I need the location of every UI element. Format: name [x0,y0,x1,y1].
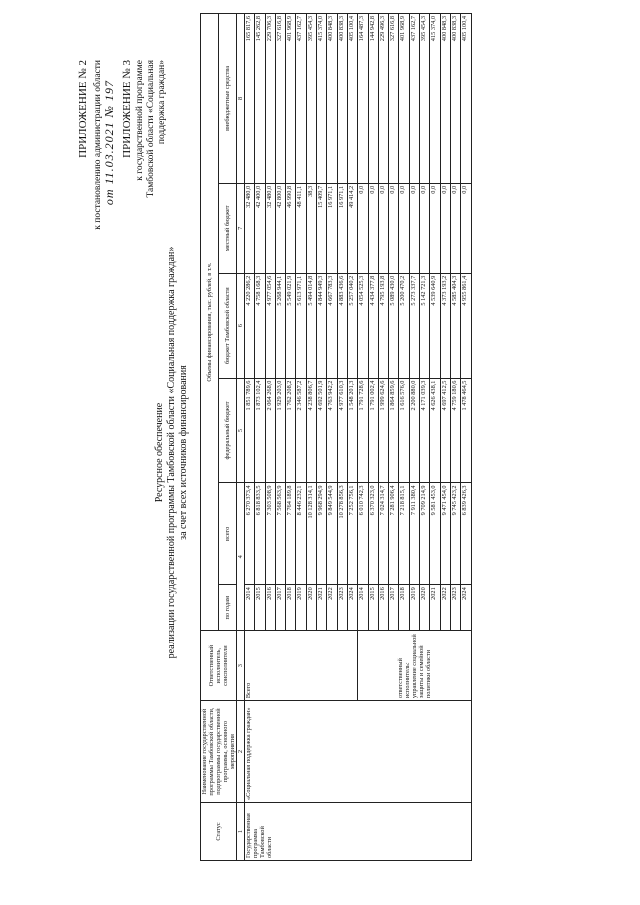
cell-total: 7 911 380,4 [409,483,419,585]
cell-total: 10 128 314,1 [306,483,316,585]
cell-total: 9 709 214,9 [420,483,430,585]
cell-extra: 395 454,3 [306,14,316,184]
cell-federal: 4 171 039,3 [420,378,430,483]
cell-local: 38,3 [306,183,316,273]
cell-federal: 1 478 464,5 [461,378,471,483]
cell-regional: 5 142 721,3 [420,273,430,378]
cell-federal: 4 977 610,3 [337,378,347,483]
cell-extra: 405 100,4 [461,14,471,184]
cell-year: 2017 [389,585,399,631]
colnum: 4 [237,483,245,631]
cell-regional: 5 273 337,7 [409,273,419,378]
cell-year: 2015 [368,585,378,631]
cell-regional: 5 268 944,1 [275,273,285,378]
cell-total: 7 281 906,4 [389,483,399,585]
cell-year: 2021 [430,585,440,631]
cell-local: 0,0 [399,183,409,273]
cell-local: 48 411,1 [296,183,306,273]
cell-extra: 401 968,9 [286,14,296,184]
cell-extra: 145 262,8 [255,14,265,184]
cell-local: 0,0 [450,183,460,273]
cell-federal: 4 238 806,7 [306,378,316,483]
cell-regional: 5 613 971,1 [296,273,306,378]
cell-extra: 229 496,3 [378,14,388,184]
header-status: Статус [201,803,237,861]
cell-total: 7 218 815,1 [399,483,409,585]
cell-year: 2016 [265,585,275,631]
cell-federal: 1 762 208,2 [286,378,296,483]
cell-local: 0,0 [378,183,388,273]
cell-total: 9 745 423,2 [450,483,460,585]
cell-year: 2017 [275,585,285,631]
cell-local: 0,0 [358,183,368,273]
decree-line: к постановлению администрации области [93,60,103,230]
cell-extra: 165 817,6 [245,14,255,184]
cell-extra: 437 162,7 [296,14,306,184]
cell-extra: 437 162,7 [409,14,419,184]
decree-date-number: от 11.03.2021 № 197 [102,80,116,206]
cell-extra: 400 848,3 [327,14,337,184]
cell-local: 0,0 [420,183,430,273]
cell-local: 0,0 [461,183,471,273]
cell-regional: 5 494 014,8 [306,273,316,378]
doc-title-line2: реализации государственной программы Тамбовской области «Социальная поддержка граждан» [166,246,177,659]
cell-federal: 1 616 576,0 [399,378,409,483]
cell-extra: 327 616,8 [275,14,285,184]
cell-local: 49 414,2 [347,183,357,273]
cell-year: 2020 [306,585,316,631]
cell-regional: 4 220 286,2 [245,273,255,378]
cell-regional: 5 200 470,2 [399,273,409,378]
appendix-title: ПРИЛОЖЕНИЕ № 2 [77,60,89,158]
header-extra: внебюджетные средства [219,14,237,184]
cell-local: 42 400,0 [255,183,265,273]
cell-extra: 401 968,9 [399,14,409,184]
cell-local: 0,0 [368,183,378,273]
header-federal: федеральный бюджет [219,378,237,483]
header-regional: бюджет Тамбовской области [219,273,237,378]
cell-local: 32 480,0 [265,183,275,273]
header-executor: Ответственный исполнитель, соисполнители [201,631,237,701]
colnum: 5 [237,378,245,483]
colnum: 7 [237,183,245,273]
cell-year: 2024 [347,585,357,631]
cell-local: 46 990,8 [286,183,296,273]
cell-extra: 144 942,8 [368,14,378,184]
appendix3-line1: к государственной программе [135,60,145,181]
cell-total: 7 252 756,1 [347,483,357,585]
cell-local: 0,0 [440,183,450,273]
cell-year: 2018 [399,585,409,631]
cell-total: 9 581 453,0 [430,483,440,585]
cell-year: 2022 [327,585,337,631]
header-by-year: по годам [219,585,237,631]
cell-local: 0,0 [409,183,419,273]
cell-federal: 1 851 789,6 [245,378,255,483]
cell-year: 2024 [461,585,471,631]
colnum: 8 [237,14,245,184]
cell-regional: 4 844 949,3 [317,273,327,378]
program-name-cell: «Социальная поддержка граждан» [245,701,472,803]
cell-local: 15 409,7 [317,183,327,273]
cell-regional: 4 955 861,4 [461,273,471,378]
colnum: 6 [237,273,245,378]
cell-local: 42 800,0 [275,183,285,273]
cell-local: 0,0 [389,183,399,273]
cell-federal: 2 064 268,0 [265,378,275,483]
cell-year: 2018 [286,585,296,631]
cell-federal: 1 864 859,6 [389,378,399,483]
cell-total: 8 446 232,1 [296,483,306,585]
cell-extra: 229 706,3 [265,14,275,184]
status-cell: Государственная программа Тамбовской области [245,803,472,861]
cell-total: 7 303 508,9 [265,483,275,585]
cell-regional: 4 373 193,2 [440,273,450,378]
cell-regional: 4 585 404,3 [450,273,460,378]
cell-total: 6 370 323,0 [368,483,378,585]
cell-total: 7 568 563,9 [275,483,285,585]
cell-total: 6 818 833,5 [255,483,265,585]
header-local: местный бюджет [219,183,237,273]
cell-total: 9 471 454,0 [440,483,450,585]
cell-federal: 1 929 203,0 [275,378,285,483]
cell-federal: 4 692 501,9 [317,378,327,483]
cell-extra: 400 838,3 [337,14,347,184]
cell-extra: 415 374,0 [317,14,327,184]
cell-total: 7 764 189,8 [286,483,296,585]
cell-regional: 4 758 168,3 [255,273,265,378]
cell-year: 2023 [337,585,347,631]
cell-total: 6 010 742,3 [358,483,368,585]
executor-responsible-cell: ответственный исполнитель: управление социальной защиты и семейной политики области [358,631,471,701]
colnum: 3 [237,631,245,701]
header-total: всего [219,483,237,585]
cell-total: 9 849 544,9 [327,483,337,585]
cell-year: 2014 [245,585,255,631]
cell-federal: 1 999 624,6 [378,378,388,483]
cell-year: 2020 [420,585,430,631]
cell-total: 10 278 856,3 [337,483,347,585]
colnum: 1 [237,803,245,861]
cell-extra: 164 487,3 [358,14,368,184]
cell-year: 2021 [317,585,327,631]
cell-extra: 395 454,3 [420,14,430,184]
doc-title-line3: за счет всех источников финансирования [178,365,189,540]
doc-title-line1: Ресурсное обеспечение [154,402,165,503]
cell-regional: 4 977 054,6 [265,273,275,378]
cell-federal: 4 759 180,6 [450,378,460,483]
cell-regional: 5 549 021,9 [286,273,296,378]
cell-year: 2016 [378,585,388,631]
cell-extra: 405 100,4 [347,14,357,184]
cell-total: 9 968 294,9 [317,483,327,585]
cell-year: 2014 [358,585,368,631]
cell-regional: 5 089 430,0 [389,273,399,378]
executor-total-cell: Всего [245,631,358,701]
cell-year: 2022 [440,585,450,631]
resource-table [200,13,472,861]
cell-regional: 5 257 040,2 [347,273,357,378]
colnum: 2 [237,701,245,803]
cell-total: 7 024 314,7 [378,483,388,585]
cell-regional: 4 795 193,8 [378,273,388,378]
appendix3-title: ПРИЛОЖЕНИЕ № 3 [121,60,133,158]
table-row [245,14,255,861]
appendix3-line3: поддержка граждан» [157,60,167,145]
cell-year: 2015 [255,585,265,631]
cell-local: 16 971,1 [337,183,347,273]
cell-federal: 1 873 102,4 [255,378,265,483]
cell-year: 2019 [409,585,419,631]
cell-local: 32 480,0 [245,183,255,273]
cell-federal: 4 626 438,1 [430,378,440,483]
cell-federal: 1 548 201,3 [347,378,357,483]
cell-total: 6 839 426,3 [461,483,471,585]
cell-extra: 400 838,3 [450,14,460,184]
cell-regional: 4 434 377,8 [368,273,378,378]
cell-total: 6 270 373,4 [245,483,255,585]
cell-local: 0,0 [430,183,440,273]
cell-regional: 4 054 525,3 [358,273,368,378]
appendix3-line2: Тамбовской области «Социальная [146,60,156,198]
cell-federal: 4 697 412,5 [440,378,450,483]
cell-federal: 1 791 002,4 [368,378,378,483]
header-volume: Объемы финансирования, тыс. рублей, в т.ч. [201,14,219,631]
cell-year: 2019 [296,585,306,631]
cell-extra: 415 374,0 [430,14,440,184]
cell-federal: 1 791 728,6 [358,378,368,483]
header-name: Наименование государственной программы Тамбовской области, подпрограммы государственной программы, основного мероприятия [201,701,237,803]
cell-federal: 4 763 942,2 [327,378,337,483]
cell-regional: 4 883 436,6 [337,273,347,378]
cell-extra: 400 848,3 [440,14,450,184]
cell-regional: 4 539 640,9 [430,273,440,378]
cell-federal: 2 200 880,0 [409,378,419,483]
cell-local: 16 971,1 [327,183,337,273]
cell-federal: 2 346 587,2 [296,378,306,483]
cell-extra: 327 616,8 [389,14,399,184]
cell-regional: 4 667 783,3 [327,273,337,378]
cell-year: 2023 [450,585,460,631]
